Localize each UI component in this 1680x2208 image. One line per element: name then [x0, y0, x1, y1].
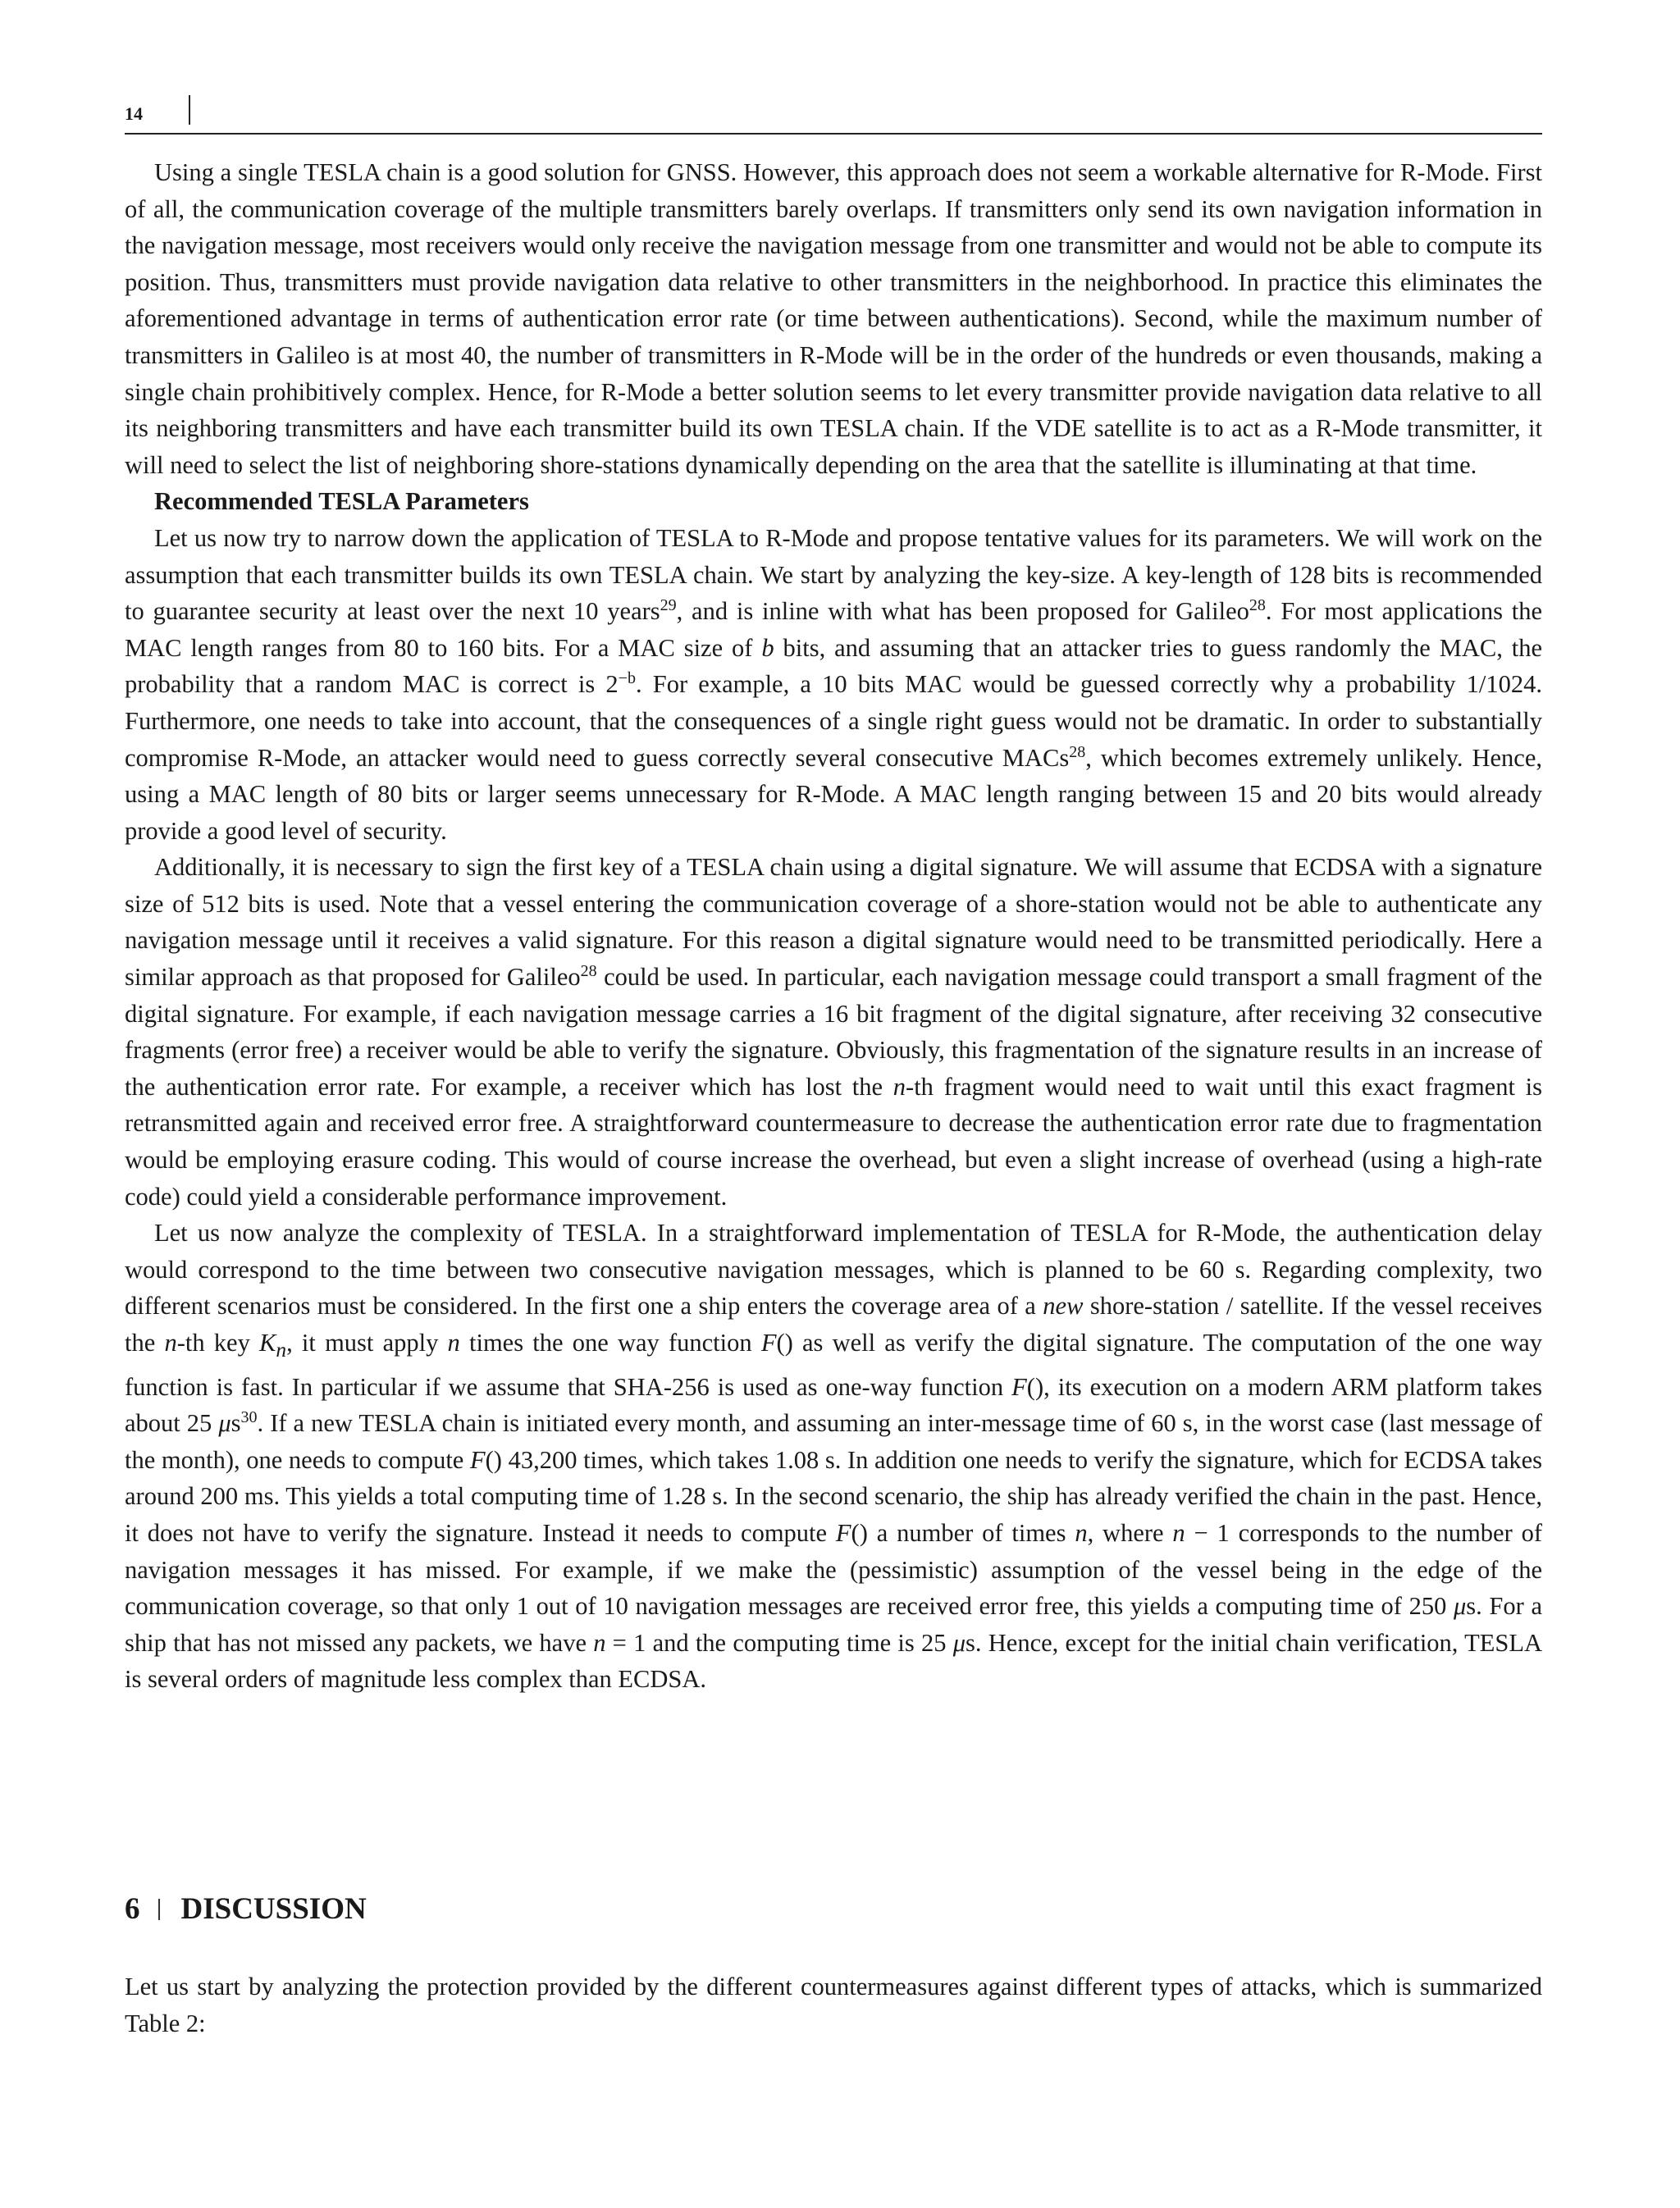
text-run: Additionally, it is necessary to sign the first key of a TESLA chain using a digital signature. We will assume that ECDSA with a signature size of 512 bits is used. Note that a vessel entering the communication coverage of a shore-station would not be able to authenticate any navigation message until it receives a valid signature. For this reason a digital signature would need to be transmitted periodically. Here a similar approach as that proposed for Galileo: [125, 853, 1542, 992]
text-run: , where: [1087, 1519, 1173, 1548]
text-run: () a number of times: [851, 1519, 1075, 1548]
text-run: () 43,200 times, which takes 1.08 s. In addition one needs to verify the signature, which for ECDSA takes around 200 ms. This yields a total computing time of 1.28 s. In the second scenario, the ship has already verified the chain in the past. Hence, it does not have to verify the signature. Instead it needs to compute: [125, 1445, 1543, 1548]
math-var: F: [760, 1329, 777, 1357]
paragraph-key-size: [125, 520, 1542, 849]
discussion-text: [125, 1968, 1542, 2041]
text-run: s. For a ship that has not missed any packets, we have: [125, 1592, 1542, 1657]
text-run: . If a new TESLA chain is initiated every month, and assuming an inter-message time of 60 s, in the worst case (last message of the month), one needs to compute: [125, 1409, 1542, 1474]
paragraph-single-chain: Using a single TESLA chain is a good solution for GNSS. However, this approach does not seem a workable alternative for R-Mode. First of all, the communication coverage of the multiple transmitters barely overlaps. If transmitters only send its own navigation information in the navigation message, most receivers would only receive the navigation message from one transmitter and would not be able to compute its position. Thus, transmitters must provide navigation data relative to other transmitters in the neighborhood. In practice this eliminates the aforementioned advantage in terms of authentication error rate (or time between authentications). Second, while the maximum number of transmitters in Galileo is at most 40, the number of transmitters in R-Mode will be in the order of the hundreds or even thousands, making a single chain prohibitively complex. Hence, for R-Mode a better solution seems to let every transmitter provide navigation data relative to all its neighboring transmitters and have each transmitter build its own TESLA chain. If the VDE satellite is to act as a R-Mode transmitter, it will need to select the list of neighboring shore-stations dynamically depending on the area that the satellite is illuminating at that time.: [125, 158, 1542, 479]
math-var: μ: [218, 1409, 231, 1438]
text-run: . For most applications the MAC length ranges from 80 to 160 bits. For a MAC size of: [125, 597, 1543, 662]
text-run: , it must apply: [286, 1329, 448, 1357]
section-heading: [125, 1891, 367, 1927]
page-number: 14: [125, 103, 143, 124]
section-number: 6: [125, 1892, 140, 1926]
text-run: Let us now try to narrow down the application of TESLA to R-Mode and propose tentative values for its parameters. We will work on the assumption that each transmitter builds its own TESLA chain. We start by analyzing the key-size. A key-length of 128 bits is recommended to guarantee security at least over the next 10 years: [125, 523, 1542, 626]
text-run: (), its execution on a modern ARM platform takes about 25: [125, 1372, 1542, 1438]
subsection-heading: Recommended TESLA Parameters: [154, 487, 529, 516]
paragraph-signature: [125, 849, 1542, 1215]
text-run: -th key: [176, 1329, 260, 1357]
math-var: n: [1172, 1519, 1185, 1548]
text-run: Let us now analyze the complexity of TESLA. In a straightforward implementation of TESLA for R-Mode, the authentication delay would correspond to the time between two consecutive navigation messages, which is planned to be 60 s. Regarding complexity, two different scenarios must be considered. In the first one a ship enters the coverage area of a: [125, 1219, 1542, 1321]
text-run: () as well as verify the digital signature. The computation of the one way function is fast. In particular if we assume that SHA-256 is used as one-way function: [125, 1329, 1542, 1401]
math-var: μ: [952, 1628, 966, 1657]
emphasis: new: [1043, 1292, 1084, 1321]
citation-ref[interactable]: 30: [240, 1408, 258, 1427]
citation-ref[interactable]: 28: [1069, 742, 1086, 761]
text-run: bits, and assuming that an attacker tries to guess randomly the MAC, the probability that a random MAC is correct is 2: [125, 633, 1542, 699]
math-var: n: [593, 1628, 606, 1657]
header-divider: [189, 95, 190, 125]
citation-ref[interactable]: 28: [580, 961, 597, 980]
math-var: n: [1075, 1519, 1088, 1548]
citation-ref[interactable]: 28: [1249, 595, 1266, 614]
text-run: shore-station / satellite. If the vessel receives the: [125, 1292, 1542, 1357]
math-var: F: [1011, 1372, 1027, 1401]
math-var: K: [259, 1329, 276, 1357]
math-var: n: [892, 1072, 906, 1101]
text-run: times the one way function: [459, 1329, 761, 1357]
text-run: , which becomes extremely unlikely. Hence, using a MAC length of 80 bits or larger seems unnecessary for R-Mode. A MAC length ranging between 15 and 20 bits would already provide a good level of security.: [125, 743, 1542, 845]
citation-ref[interactable]: 29: [660, 595, 677, 614]
body-text: [125, 154, 1542, 1698]
page-header: [125, 95, 1542, 135]
section-title: DISCUSSION: [180, 1892, 367, 1926]
section-divider: [158, 1899, 160, 1920]
text-run: s: [231, 1409, 241, 1438]
math-var: b: [761, 633, 774, 662]
paragraph-discussion: Let us start by analyzing the protection provided by the different countermeasures against different types of attacks, which is summarized Table 2:: [125, 1973, 1542, 2037]
math-var: n: [447, 1329, 460, 1357]
math-var: μ: [1453, 1592, 1467, 1621]
math-var: F: [835, 1519, 851, 1548]
text-run: , and is inline with what has been proposed for Galileo: [676, 597, 1249, 626]
math-var: F: [469, 1445, 486, 1474]
text-run: s. Hence, except for the initial chain verification, TESLA is several orders of magnitude less complex than ECDSA.: [125, 1628, 1542, 1694]
math-exponent: −b: [618, 669, 636, 688]
paragraph-complexity: [125, 1215, 1542, 1698]
text-run: could be used. In particular, each navigation message could transport a small fragment of the digital signature. For example, if each navigation message carries a 16 bit fragment of the digital signature, after receiving 32 consecutive fragments (error free) a receiver would be able to verify the signature. Obviously, this fragmentation of the signature results in an increase of the authentication error rate. For example, a receiver which has lost the: [125, 963, 1542, 1101]
math-var: n: [164, 1329, 177, 1357]
text-run: . For example, a 10 bits MAC would be guessed correctly why a probability 1/1024. Furthermore, one needs to take into account, that the consequences of a single right guess would not be dramatic. In order to substantially compromise R-Mode, an attacker would need to guess correctly several consecutive MACs: [125, 670, 1542, 772]
math-subscript: n: [276, 1339, 287, 1362]
text-run: − 1 corresponds to the number of navigation messages it has missed. For example, if we make the (pessimistic) assumption of the vessel being in the edge of the communication coverage, so that only 1 out of 10 navigation messages are received error free, this yields a computing time of 250: [125, 1519, 1542, 1621]
text-run: = 1 and the computing time is 25: [605, 1628, 953, 1657]
text-run: -th fragment would need to wait until this exact fragment is retransmitted again and received error free. A straightforward countermeasure to decrease the authentication error rate due to fragmentation would be employing erasure coding. This would of course increase the overhead, but even a slight increase of overhead (using a high-rate code) could yield a considerable performance improvement.: [125, 1072, 1543, 1211]
